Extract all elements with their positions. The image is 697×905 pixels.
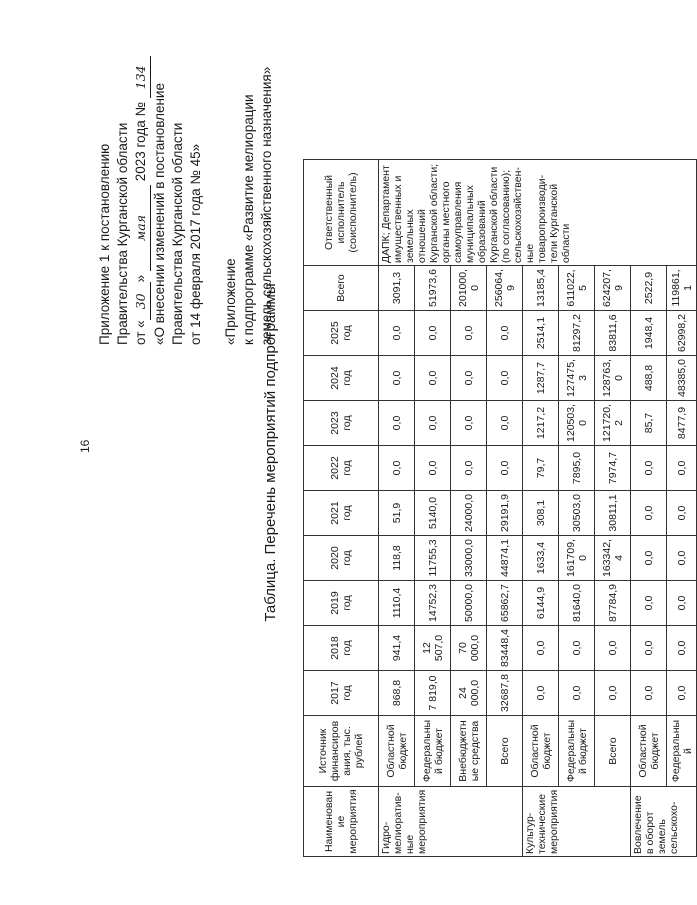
source-cell: Федеральный (667, 716, 697, 787)
value-cell: 0,0 (631, 536, 667, 581)
value-cell: 0,0 (595, 671, 631, 716)
header-2019: 2019 год (304, 581, 379, 626)
event-name-cell: Вовлечение в оборот земель сельскохо- (631, 787, 697, 857)
value-cell: 0,0 (631, 671, 667, 716)
total-cell: 624207,9 (595, 266, 631, 311)
event-name-cell: Культур-технические мероприятия (523, 787, 631, 857)
value-cell: 0,0 (415, 446, 451, 491)
value-cell: 0,0 (487, 356, 523, 401)
value-cell: 5140,0 (415, 491, 451, 536)
value-cell: 70 000,0 (451, 626, 487, 671)
value-cell: 29191,9 (487, 491, 523, 536)
value-cell: 1948,4 (631, 311, 667, 356)
source-cell: Областной бюджет (379, 716, 415, 787)
value-cell: 2514,1 (523, 311, 559, 356)
total-cell: 3091,3 (379, 266, 415, 311)
source-cell: Областной бюджет (631, 716, 667, 787)
value-cell: 7974,7 (595, 446, 631, 491)
value-cell: 14752,3 (415, 581, 451, 626)
handwritten-number: 134 (132, 56, 151, 98)
value-cell: 121720,2 (595, 401, 631, 446)
source-cell: Областной бюджет (523, 716, 559, 787)
header-2021: 2021 год (304, 491, 379, 536)
sub-appendix-line: земель сельскохозяйственного назначения» (259, 66, 274, 345)
value-cell: 50000,0 (451, 581, 487, 626)
value-cell: 30811,1 (595, 491, 631, 536)
approval-line: Правительства Курганской области (115, 122, 130, 345)
value-cell: 33000,0 (451, 536, 487, 581)
value-cell: 51,9 (379, 491, 415, 536)
value-cell: 0,0 (451, 356, 487, 401)
value-cell: 1287,7 (523, 356, 559, 401)
table-title: Таблица. Перечень мероприятий подпрограммы (262, 283, 279, 622)
total-cell: 256064,9 (487, 266, 523, 311)
value-cell: 941,4 (379, 626, 415, 671)
total-cell: 13185,4 (523, 266, 559, 311)
value-cell: 32687,8 (487, 671, 523, 716)
value-cell: 87784,9 (595, 581, 631, 626)
value-cell: 1633,4 (523, 536, 559, 581)
header-total: Всего (304, 266, 379, 311)
value-cell: 6144,9 (523, 581, 559, 626)
value-cell: 0,0 (451, 446, 487, 491)
total-cell: 51973,6 (415, 266, 451, 311)
value-cell: 0,0 (379, 446, 415, 491)
value-cell: 0,0 (415, 356, 451, 401)
value-cell: 24000,0 (451, 491, 487, 536)
value-cell: 48385,0 (667, 356, 697, 401)
value-cell: 0,0 (379, 356, 415, 401)
value-cell: 0,0 (487, 446, 523, 491)
header-event: Наименование мероприятия (304, 787, 379, 857)
header-responsible: Ответственный исполнитель (соисполнитель) (304, 160, 379, 266)
value-cell: 0,0 (631, 491, 667, 536)
value-cell: 488,8 (631, 356, 667, 401)
header-2025: 2025 год (304, 311, 379, 356)
value-cell: 1110,4 (379, 581, 415, 626)
value-cell: 0,0 (559, 671, 595, 716)
header-2017: 2017 год (304, 671, 379, 716)
total-cell: 119861,1 (667, 266, 697, 311)
value-cell: 0,0 (451, 311, 487, 356)
sub-appendix-line: к подпрограмме «Развитие мелиорации (241, 94, 256, 345)
responsible-cell: ДАПК; Департамент имущественных и земельных отношений Курганской области; органы местного самоуправления муниципальных образований Курганской области (по согласованию); сельскохозяйствен-ные товаропроизводи-тели Курганской области (379, 160, 697, 266)
value-cell: 24 000,0 (451, 671, 487, 716)
approval-block (96, 56, 205, 345)
value-cell: 7 819,0 (415, 671, 451, 716)
approval-line: от 14 февраля 2017 года № 45» (188, 143, 203, 345)
value-cell: 83448,4 (487, 626, 523, 671)
value-cell: 0,0 (667, 581, 697, 626)
total-cell: 201000,0 (451, 266, 487, 311)
value-cell: 0,0 (667, 536, 697, 581)
approval-line: Правительства Курганской области (170, 122, 185, 345)
value-cell: 0,0 (667, 446, 697, 491)
value-cell: 0,0 (487, 311, 523, 356)
approval-line: Приложение 1 к постановлению (97, 143, 112, 345)
total-cell: 2522,9 (631, 266, 667, 311)
value-cell: 11755,3 (415, 536, 451, 581)
value-cell: 0,0 (487, 401, 523, 446)
value-cell: 0,0 (667, 671, 697, 716)
approval-date-line (132, 56, 151, 345)
page-number: 16 (78, 439, 92, 453)
approval-line: «О внесении изменений в постановление (152, 83, 167, 345)
quote-close: » (133, 274, 148, 283)
value-cell: 0,0 (415, 401, 451, 446)
source-cell: Всего (595, 716, 631, 787)
sub-appendix-line: «Приложение (223, 258, 238, 345)
total-cell: 611022,5 (559, 266, 595, 311)
header-2022: 2022 год (304, 446, 379, 491)
value-cell: 0,0 (559, 626, 595, 671)
value-cell: 0,0 (667, 491, 697, 536)
source-cell: Федеральный бюджет (559, 716, 595, 787)
value-cell: 62998,2 (667, 311, 697, 356)
handwritten-day: 30 (132, 282, 151, 320)
source-cell: Федеральный бюджет (415, 716, 451, 787)
value-cell: 0,0 (631, 626, 667, 671)
value-cell: 81297,2 (559, 311, 595, 356)
handwritten-month: мая (132, 185, 151, 271)
value-cell: 118,8 (379, 536, 415, 581)
header-source: Источник финансирования, тыс. рублей (304, 716, 379, 787)
value-cell: 868,8 (379, 671, 415, 716)
value-cell: 79,7 (523, 446, 559, 491)
from-prefix: от « (133, 320, 148, 345)
event-name-cell: Гидро-мелиоратив-ные мероприятия (379, 787, 523, 857)
header-2018: 2018 год (304, 626, 379, 671)
value-cell: 0,0 (631, 446, 667, 491)
value-cell: 81640,0 (559, 581, 595, 626)
header-2020: 2020 год (304, 536, 379, 581)
value-cell: 30503,0 (559, 491, 595, 536)
value-cell: 0,0 (415, 311, 451, 356)
value-cell: 161709,0 (559, 536, 595, 581)
value-cell: 1217,2 (523, 401, 559, 446)
header-2023: 2023 год (304, 401, 379, 446)
value-cell: 0,0 (667, 626, 697, 671)
value-cell: 65862,7 (487, 581, 523, 626)
year-text: 2023 года № (133, 102, 148, 182)
value-cell: 8477,9 (667, 401, 697, 446)
source-cell: Внебюджетные средства (451, 716, 487, 787)
events-table (303, 159, 697, 857)
value-cell: 308,1 (523, 491, 559, 536)
value-cell: 0,0 (379, 311, 415, 356)
value-cell: 12 507,0 (415, 626, 451, 671)
value-cell: 83811,6 (595, 311, 631, 356)
table-body (379, 160, 697, 857)
source-cell: Всего (487, 716, 523, 787)
value-cell: 0,0 (523, 671, 559, 716)
value-cell: 0,0 (379, 401, 415, 446)
table-header-row (304, 160, 379, 857)
value-cell: 163342,4 (595, 536, 631, 581)
header-2024: 2024 год (304, 356, 379, 401)
value-cell: 127475,3 (559, 356, 595, 401)
value-cell: 128763,0 (595, 356, 631, 401)
value-cell: 0,0 (595, 626, 631, 671)
table-row (379, 160, 415, 857)
value-cell: 44874,1 (487, 536, 523, 581)
value-cell: 0,0 (523, 626, 559, 671)
value-cell: 7895,0 (559, 446, 595, 491)
value-cell: 0,0 (451, 401, 487, 446)
value-cell: 85,7 (631, 401, 667, 446)
value-cell: 120503,0 (559, 401, 595, 446)
value-cell: 0,0 (631, 581, 667, 626)
